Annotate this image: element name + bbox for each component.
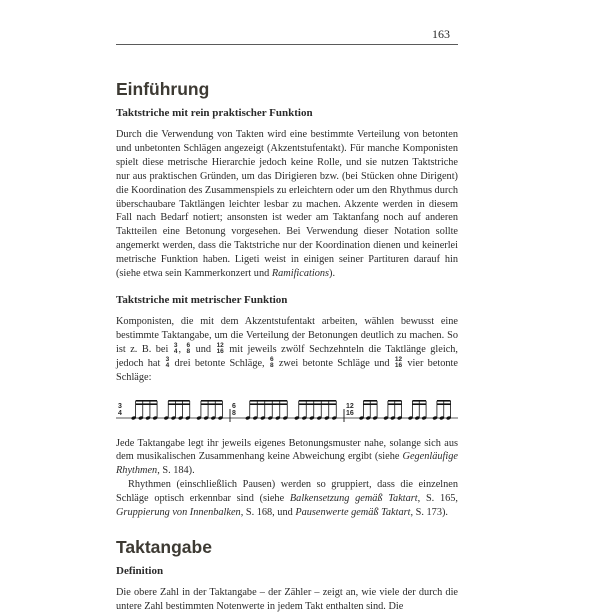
beam-primary (437, 400, 451, 402)
beam-secondary (168, 403, 190, 405)
music-time-signature: 12 16 (346, 402, 354, 417)
music-time-signature: 3 4 (118, 402, 122, 417)
beam-primary (363, 400, 377, 402)
header-rule (116, 44, 458, 45)
music-time-signature: 6 8 (232, 402, 236, 417)
time-signature-12-16: 12 16 (394, 355, 403, 369)
page-body (116, 72, 458, 614)
subheading-praktisch: Taktstriche mit rein praktischer Funktion (116, 107, 313, 119)
paragraph-praktisch: Durch die Verwendung von Takten wird eine bestimmte Verteilung von betonten und unbetonten Schlägen angezeigt (Akzentstufentakt). Für manche Komponisten spielt diese metrische Hierarchie jedoch keine Rolle, und sie nutzen Taktstriche nur aus praktischen Gründen, um das Dirigieren bzw. (bei Stücken ohne Dirigent) die Koordination des Zusammenspiels zu erleichtern oder um den Rhythmus durch überschaubare Taktlängen leichter lesbar zu machen. Akzente werden in diesem Fall nach Bedarf notiert; ansonsten ist weder am Taktanfang noch auf anderen Taktteilen eine Betonung vorgesehen. Bei Verwendung dieser Notation sollte angemerkt werden, dass die Taktstriche nur der Koordination dienen und keinerlei metrische Funktion haben. Ligeti weist in einigen seiner Partituren darauf hin (siehe etwa sein Kammerkonzert und Ramifications). (116, 129, 459, 280)
beam-primary (412, 400, 426, 402)
time-signature-3-4: 3 4 (165, 355, 170, 369)
section-title-taktangabe: Taktangabe (116, 536, 212, 557)
time-signature-12-16: 12 16 (216, 341, 224, 355)
beam-primary (299, 400, 337, 402)
paragraph-metrisch-3: Rhythmen (einschließlich Pausen) werden so gruppiert, dass die einzelnen Schläge optisch erkennbar sind (siehe Balkensetzung gemäß Taktart, S. 165, Gruppierung von Innenbalken, S. 168, und Pausenwerte gemäß Taktart, S. 173). (116, 479, 459, 519)
beam-secondary (412, 403, 426, 405)
time-signature-6-8: 6 8 (186, 341, 191, 355)
subheading-metrisch: Taktstriche mit metrischer Funktion (116, 293, 288, 306)
rhythm-svg (116, 395, 458, 425)
beam-primary (201, 400, 223, 402)
music-example-rhythm (116, 395, 458, 425)
beam-primary (250, 400, 288, 402)
page-number: 163 (432, 27, 450, 41)
time-signature-6-8: 6 8 (269, 355, 274, 369)
time-signature-3-4: 3 4 (173, 341, 178, 355)
beam-secondary (388, 403, 402, 405)
beam-primary (136, 400, 158, 402)
beam-secondary (363, 403, 377, 405)
beam-secondary (299, 403, 337, 405)
subheading-definition: Definition (116, 564, 164, 577)
paragraph-metrisch-1: Komponisten, die mit dem Akzentstufentakt arbeiten, wählen bewusst eine bestimmte Taktangabe, um die Verteilung der Betonungen deutlich zu machen. So ist z. B. bei 3 4 , 6 8 und 12 16 mit jeweils zwölf Sechzehnteln die Taktlänge gleich, jedoch hat 3 4 drei betonte Schläge, 6 8 zwei betonte Schläge und 12 16 vier betonte Schläge: (116, 315, 458, 383)
beam-secondary (136, 403, 158, 405)
beam-secondary (201, 403, 223, 405)
beam-primary (388, 400, 402, 402)
paragraph-metrisch-2: Jede Taktangabe legt ihr jeweils eigenes Betonungsmuster nahe, solange sich aus dem musikalischen Zusammenhang keine Abweichung ergibt (siehe Gegenläufige Rhythmen, S. 184). (116, 437, 458, 477)
beam-secondary (250, 403, 288, 405)
paragraph-definition: Die obere Zahl in der Taktangabe – der Zähler – zeigt an, wie viele der durch die untere Zahl bestimmten Notenwerte in jedem Takt enthalten sind. Die (116, 586, 458, 612)
beam-secondary (437, 403, 451, 405)
section-title-einfuehrung: Einführung (116, 79, 210, 99)
beam-primary (168, 400, 190, 402)
